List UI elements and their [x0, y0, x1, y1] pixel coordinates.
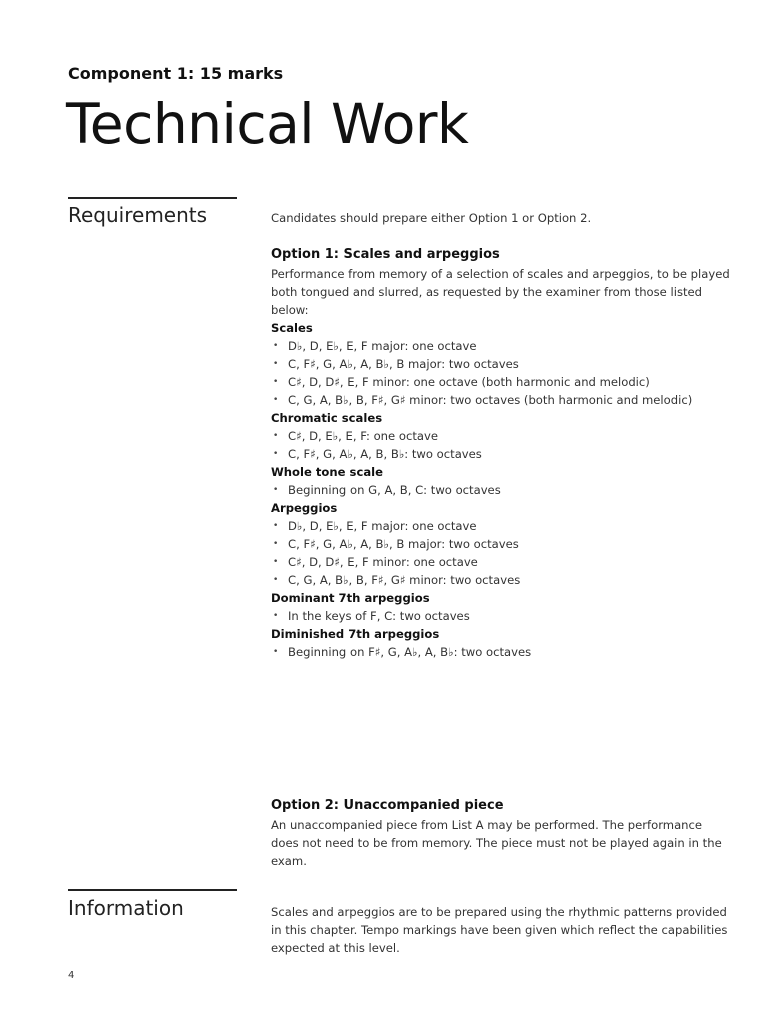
list-item: • In the keys of F, C: two octaves — [271, 607, 731, 625]
requirements-heading: Requirements — [68, 203, 208, 227]
list-item: • Beginning on F♯, G, A♭, A, B♭: two octaves — [271, 643, 731, 661]
arpeggios-heading: Arpeggios — [271, 501, 338, 515]
component-label: Component 1: 15 marks — [68, 64, 284, 83]
page-title: Technical Work — [66, 92, 469, 156]
list-item: • C, F♯, G, A♭, A, B♭, B major: two octaves — [271, 355, 731, 373]
list-item: • D♭, D, E♭, E, F major: one octave — [271, 517, 731, 535]
option-2-section — [271, 796, 731, 870]
diminished-7th-list — [271, 643, 731, 661]
chromatic-scales-list — [271, 427, 731, 463]
requirements-intro: Candidates should prepare either Option 1 or Option 2. — [271, 211, 592, 225]
list-item: • C, G, A, B♭, B, F♯, G♯ minor: two octaves — [271, 571, 731, 589]
page-number: 4 — [68, 970, 75, 981]
option-2-description: An unaccompanied piece from List A may be performed. The performance does not need to be from memory. The piece must not be played again in the exam. — [271, 818, 722, 868]
whole-tone-heading: Whole tone scale — [271, 465, 383, 479]
list-item: • C, G, A, B♭, B, F♯, G♯ minor: two octaves (both harmonic and melodic) — [271, 391, 731, 409]
list-item: • C, F♯, G, A♭, A, B♭, B major: two octaves — [271, 535, 731, 553]
information-heading: Information — [68, 896, 184, 920]
dominant-7th-list — [271, 607, 731, 625]
scales-list — [271, 337, 731, 409]
chromatic-scales-heading: Chromatic scales — [271, 411, 383, 425]
arpeggios-list — [271, 517, 731, 589]
scales-heading: Scales — [271, 321, 313, 335]
whole-tone-list — [271, 481, 731, 499]
information-rule — [68, 889, 237, 891]
list-item: • C♯, D, D♯, E, F minor: one octave (both harmonic and melodic) — [271, 373, 731, 391]
option-1-section — [271, 245, 731, 661]
option-1-description: Performance from memory of a selection of scales and arpeggios, to be played both tongued and slurred, as requested by the examiner from those listed below: — [271, 267, 730, 317]
diminished-7th-heading: Diminished 7th arpeggios — [271, 627, 440, 641]
list-item: • C♯, D, E♭, E, F: one octave — [271, 427, 731, 445]
option-1-heading: Option 1: Scales and arpeggios — [271, 247, 500, 262]
requirements-rule — [68, 197, 237, 199]
list-item: • D♭, D, E♭, E, F major: one octave — [271, 337, 731, 355]
option-2-heading: Option 2: Unaccompanied piece — [271, 798, 504, 813]
dominant-7th-heading: Dominant 7th arpeggios — [271, 591, 430, 605]
list-item: • Beginning on G, A, B, C: two octaves — [271, 481, 731, 499]
list-item: • C, F♯, G, A♭, A, B, B♭: two octaves — [271, 445, 731, 463]
information-text: Scales and arpeggios are to be prepared using the rhythmic patterns provided in this chapter. Tempo markings have been given which reflect the capabilities expected at this level. — [271, 905, 728, 955]
list-item: • C♯, D, D♯, E, F minor: one octave — [271, 553, 731, 571]
